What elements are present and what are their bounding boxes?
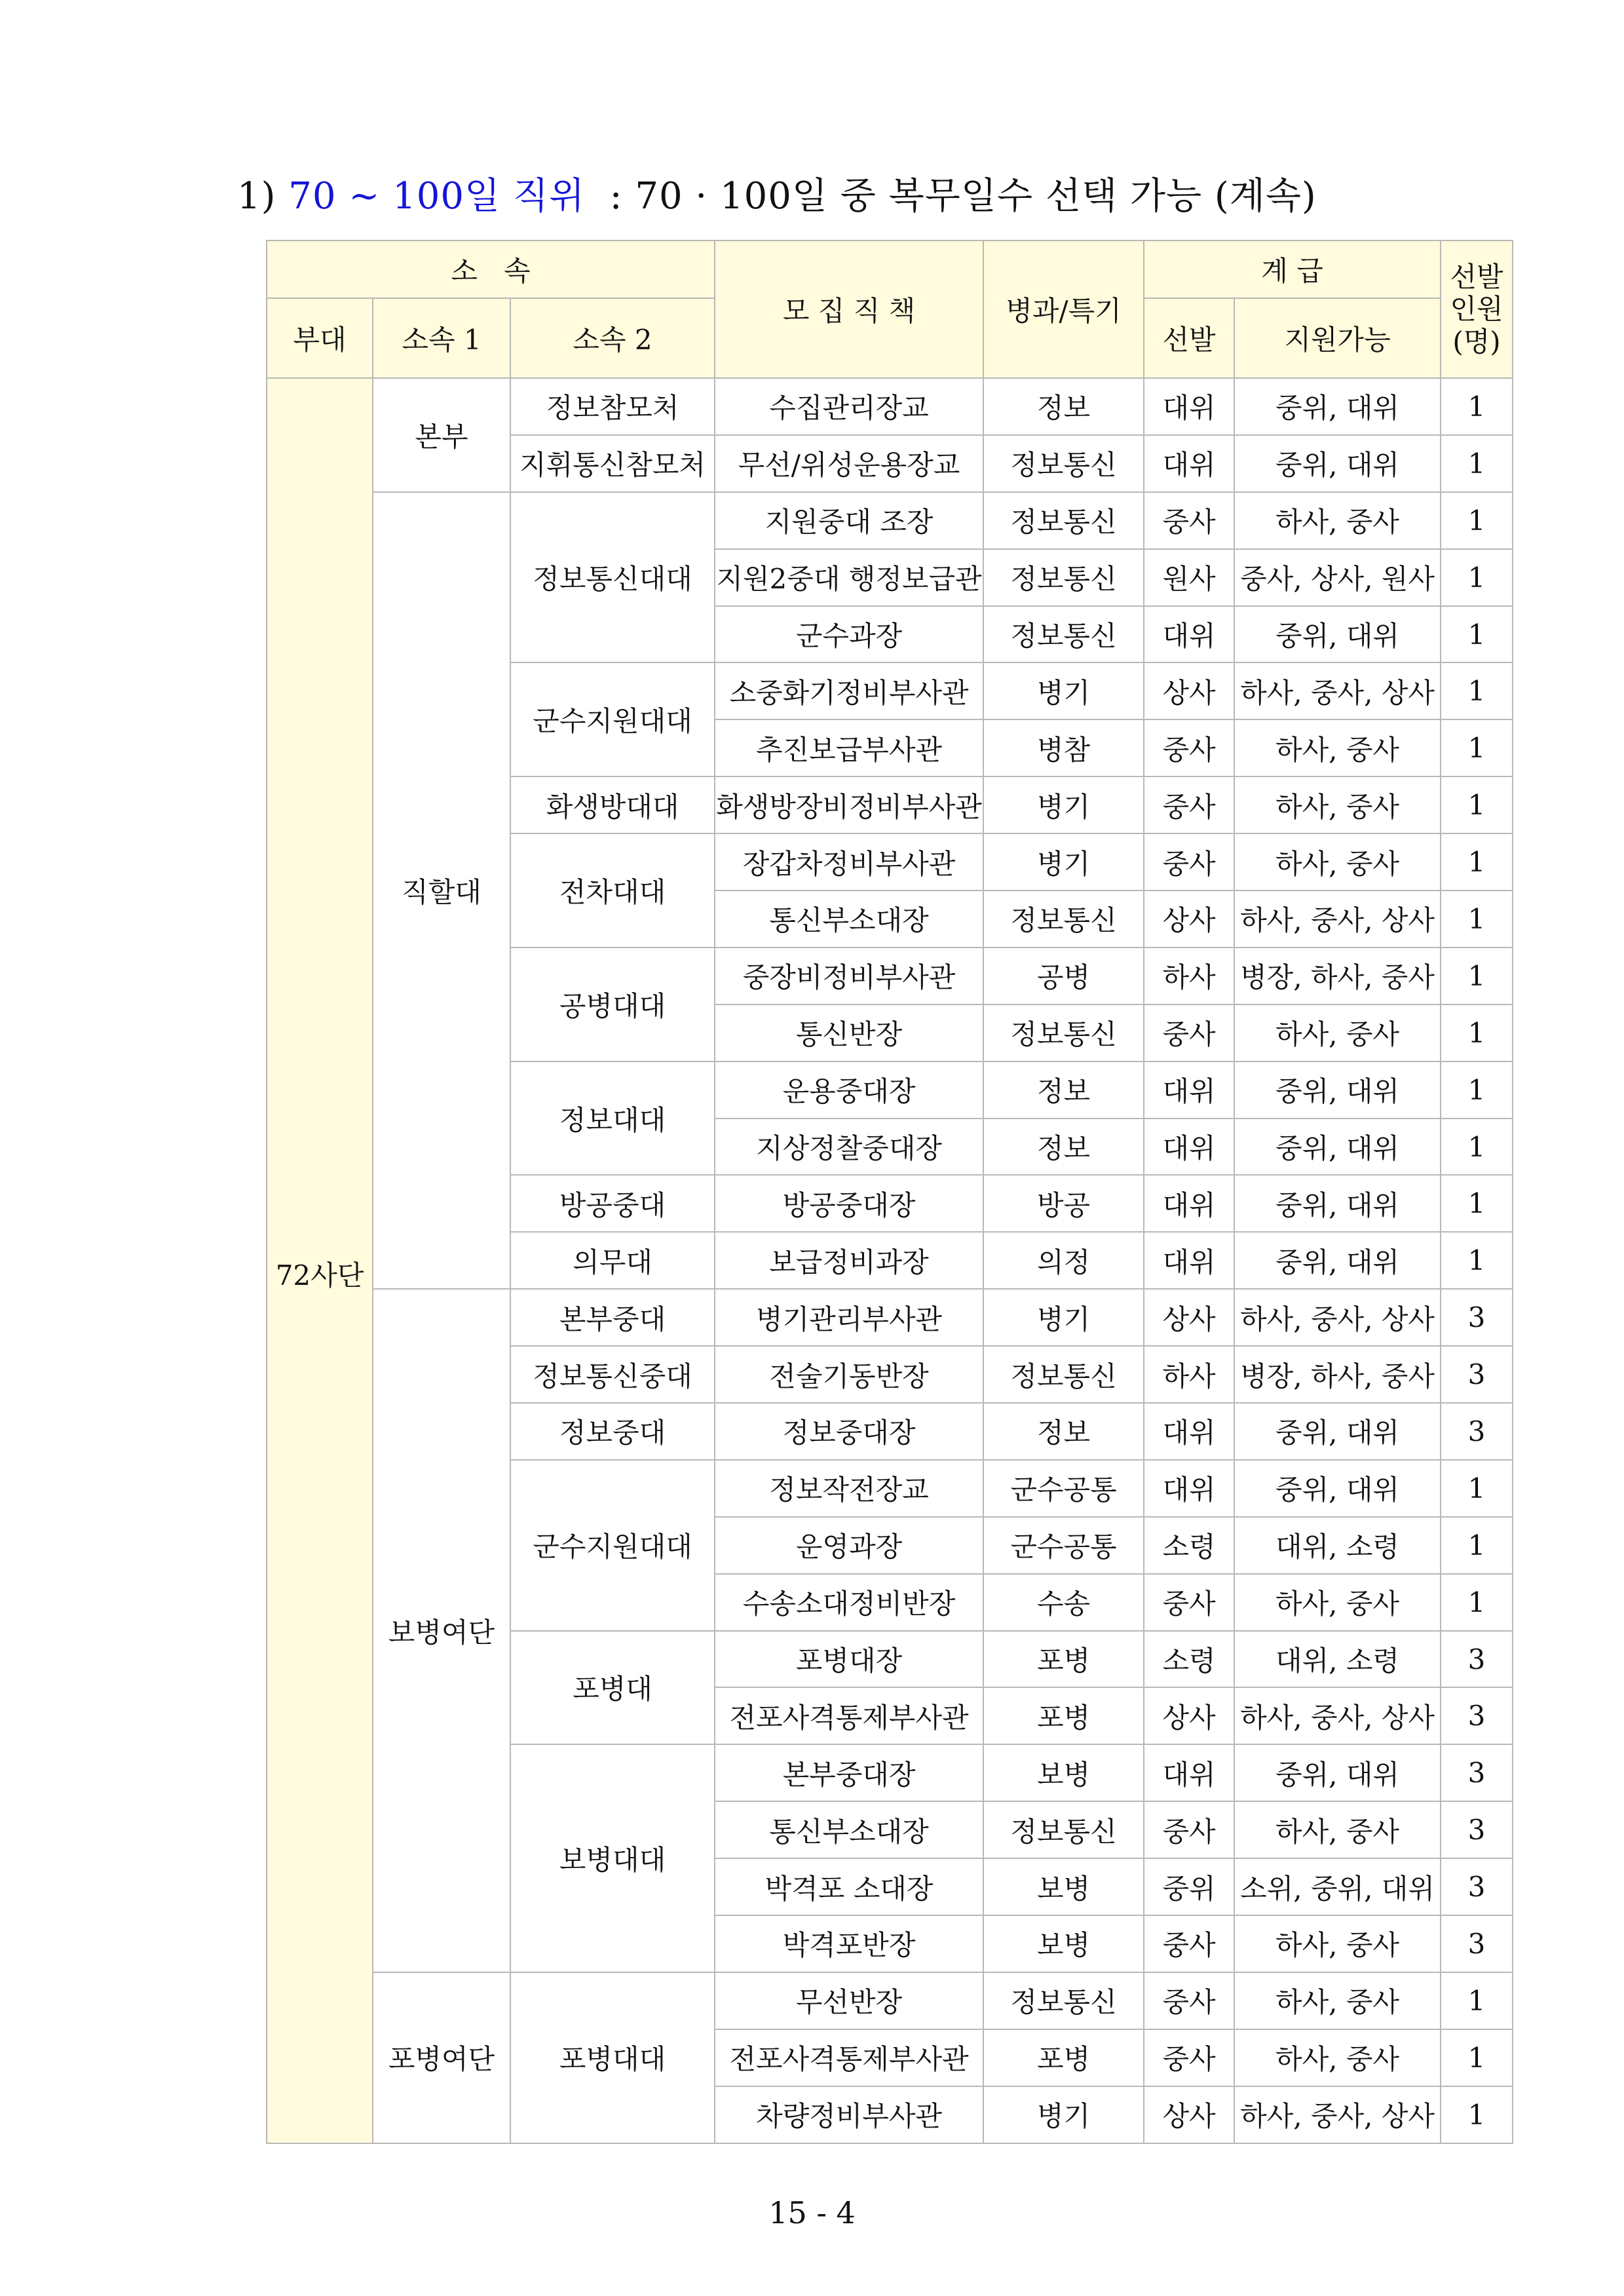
sub2-cell: 화생방대대 xyxy=(510,776,715,833)
rank-eligible-cell: 하사, 중사 xyxy=(1234,1801,1441,1858)
rank-select-cell: 소령 xyxy=(1144,1631,1234,1688)
rank-select-cell: 대위 xyxy=(1144,1119,1234,1176)
rank-eligible-cell: 하사, 중사, 상사 xyxy=(1234,662,1441,719)
header-position: 모 집 직 책 xyxy=(715,240,983,378)
branch-cell: 정보통신 xyxy=(983,435,1144,492)
rank-select-cell: 대위 xyxy=(1144,1175,1234,1232)
branch-cell: 정보통신 xyxy=(983,1346,1144,1403)
count-cell: 1 xyxy=(1441,662,1513,719)
header-branch: 병과/특기 xyxy=(983,240,1144,378)
branch-cell: 보병 xyxy=(983,1744,1144,1801)
count-cell: 1 xyxy=(1441,1232,1513,1289)
branch-cell: 포병 xyxy=(983,2029,1144,2086)
rank-eligible-cell: 하사, 중사 xyxy=(1234,1972,1441,2029)
count-cell: 1 xyxy=(1441,1972,1513,2029)
position-cell: 차량정비부사관 xyxy=(715,2086,983,2143)
rank-eligible-cell: 중위, 대위 xyxy=(1234,1744,1441,1801)
count-cell: 3 xyxy=(1441,1744,1513,1801)
sub2-cell: 군수지원대대 xyxy=(510,662,715,776)
rank-select-cell: 대위 xyxy=(1144,435,1234,492)
position-cell: 지상정찰중대장 xyxy=(715,1119,983,1176)
sub1-cell: 본부 xyxy=(373,378,510,492)
rank-eligible-cell: 하사, 중사 xyxy=(1234,492,1441,549)
count-cell: 3 xyxy=(1441,1289,1513,1346)
position-cell: 방공중대장 xyxy=(715,1175,983,1232)
sub2-cell: 공병대대 xyxy=(510,947,715,1062)
branch-cell: 정보통신 xyxy=(983,492,1144,549)
branch-cell: 병기 xyxy=(983,2086,1144,2143)
rank-eligible-cell: 하사, 중사 xyxy=(1234,2029,1441,2086)
branch-cell: 보병 xyxy=(983,1915,1144,1972)
branch-cell: 의정 xyxy=(983,1232,1144,1289)
count-cell: 1 xyxy=(1441,1175,1513,1232)
rank-eligible-cell: 중위, 대위 xyxy=(1234,1119,1441,1176)
rank-select-cell: 소령 xyxy=(1144,1517,1234,1574)
position-cell: 소중화기정비부사관 xyxy=(715,662,983,719)
header-sub1: 소속 1 xyxy=(373,298,510,378)
header-count-line1: 선발 xyxy=(1450,260,1503,293)
rank-select-cell: 중사 xyxy=(1144,1004,1234,1062)
position-cell: 지원중대 조장 xyxy=(715,492,983,549)
position-cell: 운용중대장 xyxy=(715,1062,983,1119)
rank-select-cell: 중사 xyxy=(1144,2029,1234,2086)
count-cell: 1 xyxy=(1441,1460,1513,1517)
sub2-cell: 의무대 xyxy=(510,1232,715,1289)
branch-cell: 포병 xyxy=(983,1631,1144,1688)
unit-cell: 72사단 xyxy=(267,378,373,2143)
rank-eligible-cell: 대위, 소령 xyxy=(1234,1517,1441,1574)
rank-eligible-cell: 하사, 중사 xyxy=(1234,1915,1441,1972)
position-cell: 통신부소대장 xyxy=(715,1801,983,1858)
branch-cell: 정보 xyxy=(983,1062,1144,1119)
count-cell: 1 xyxy=(1441,776,1513,833)
position-cell: 군수과장 xyxy=(715,606,983,663)
position-cell: 무선반장 xyxy=(715,1972,983,2029)
sub2-cell: 포병대 xyxy=(510,1631,715,1745)
position-cell: 수송소대정비반장 xyxy=(715,1574,983,1631)
sub2-cell: 보병대대 xyxy=(510,1744,715,1972)
branch-cell: 병참 xyxy=(983,719,1144,776)
rank-select-cell: 상사 xyxy=(1144,1687,1234,1744)
sub2-cell: 본부중대 xyxy=(510,1289,715,1346)
branch-cell: 병기 xyxy=(983,776,1144,833)
branch-cell: 정보통신 xyxy=(983,1972,1144,2029)
count-cell: 3 xyxy=(1441,1858,1513,1915)
header-rank-eligible: 지원가능 xyxy=(1234,298,1441,378)
rank-select-cell: 상사 xyxy=(1144,2086,1234,2143)
position-cell: 병기관리부사관 xyxy=(715,1289,983,1346)
rank-select-cell: 상사 xyxy=(1144,890,1234,947)
header-rank: 계 급 xyxy=(1144,240,1441,298)
position-cell: 통신부소대장 xyxy=(715,890,983,947)
rank-select-cell: 중사 xyxy=(1144,1801,1234,1858)
branch-cell: 군수공통 xyxy=(983,1517,1144,1574)
position-cell: 중장비정비부사관 xyxy=(715,947,983,1004)
branch-cell: 정보통신 xyxy=(983,1801,1144,1858)
count-cell: 3 xyxy=(1441,1915,1513,1972)
rank-eligible-cell: 중위, 대위 xyxy=(1234,1062,1441,1119)
rank-eligible-cell: 중위, 대위 xyxy=(1234,1460,1441,1517)
rank-select-cell: 하사 xyxy=(1144,947,1234,1004)
position-cell: 보급정비과장 xyxy=(715,1232,983,1289)
position-cell: 운영과장 xyxy=(715,1517,983,1574)
position-cell: 무선/위성운용장교 xyxy=(715,435,983,492)
header-count-line3: (명) xyxy=(1452,325,1501,358)
heading-number: 1) xyxy=(237,175,276,218)
rank-eligible-cell: 하사, 중사 xyxy=(1234,776,1441,833)
sub1-cell: 직할대 xyxy=(373,492,510,1289)
count-cell: 3 xyxy=(1441,1403,1513,1460)
rank-select-cell: 중사 xyxy=(1144,833,1234,890)
rank-eligible-cell: 중위, 대위 xyxy=(1234,1232,1441,1289)
rank-select-cell: 대위 xyxy=(1144,1403,1234,1460)
position-cell: 화생방장비정비부사관 xyxy=(715,776,983,833)
sub2-cell: 지휘통신참모처 xyxy=(510,435,715,492)
rank-select-cell: 대위 xyxy=(1144,1744,1234,1801)
table-row xyxy=(267,378,1513,435)
branch-cell: 정보 xyxy=(983,1403,1144,1460)
count-cell: 1 xyxy=(1441,435,1513,492)
rank-eligible-cell: 소위, 중위, 대위 xyxy=(1234,1858,1441,1915)
count-cell: 1 xyxy=(1441,1004,1513,1062)
branch-cell: 군수공통 xyxy=(983,1460,1144,1517)
count-cell: 1 xyxy=(1441,1517,1513,1574)
position-cell: 지원2중대 행정보급관 xyxy=(715,549,983,606)
rank-select-cell: 대위 xyxy=(1144,606,1234,663)
rank-eligible-cell: 중위, 대위 xyxy=(1234,435,1441,492)
heading-highlight: 70 ~ 100일 직위 xyxy=(288,175,586,218)
sub2-cell: 군수지원대대 xyxy=(510,1460,715,1631)
count-cell: 1 xyxy=(1441,1062,1513,1119)
position-cell: 박격포 소대장 xyxy=(715,1858,983,1915)
sub2-cell: 정보통신중대 xyxy=(510,1346,715,1403)
rank-eligible-cell: 병장, 하사, 중사 xyxy=(1234,1346,1441,1403)
header-count-line2: 인원 xyxy=(1450,293,1503,326)
header-sub2: 소속 2 xyxy=(510,298,715,378)
count-cell: 1 xyxy=(1441,378,1513,435)
position-cell: 본부중대장 xyxy=(715,1744,983,1801)
positions-table xyxy=(266,240,1513,2144)
sub2-cell: 정보대대 xyxy=(510,1062,715,1176)
sub2-cell: 정보중대 xyxy=(510,1403,715,1460)
header-unit: 부대 xyxy=(267,298,373,378)
branch-cell: 정보통신 xyxy=(983,890,1144,947)
count-cell: 1 xyxy=(1441,1574,1513,1631)
rank-select-cell: 대위 xyxy=(1144,1460,1234,1517)
sub2-cell: 전차대대 xyxy=(510,833,715,947)
rank-select-cell: 중위 xyxy=(1144,1858,1234,1915)
rank-eligible-cell: 중사, 상사, 원사 xyxy=(1234,549,1441,606)
rank-select-cell: 상사 xyxy=(1144,662,1234,719)
count-cell: 1 xyxy=(1441,2029,1513,2086)
rank-eligible-cell: 하사, 중사, 상사 xyxy=(1234,1687,1441,1744)
sub1-cell: 포병여단 xyxy=(373,1972,510,2143)
count-cell: 1 xyxy=(1441,719,1513,776)
rank-eligible-cell: 하사, 중사 xyxy=(1234,833,1441,890)
position-cell: 통신반장 xyxy=(715,1004,983,1062)
count-cell: 1 xyxy=(1441,2086,1513,2143)
position-cell: 정보중대장 xyxy=(715,1403,983,1460)
count-cell: 1 xyxy=(1441,1119,1513,1176)
position-cell: 정보작전장교 xyxy=(715,1460,983,1517)
branch-cell: 병기 xyxy=(983,1289,1144,1346)
rank-select-cell: 중사 xyxy=(1144,1915,1234,1972)
position-cell: 수집관리장교 xyxy=(715,378,983,435)
count-cell: 1 xyxy=(1441,890,1513,947)
count-cell: 3 xyxy=(1441,1346,1513,1403)
branch-cell: 수송 xyxy=(983,1574,1144,1631)
header-count xyxy=(1441,240,1513,378)
branch-cell: 병기 xyxy=(983,662,1144,719)
rank-eligible-cell: 병장, 하사, 중사 xyxy=(1234,947,1441,1004)
rank-eligible-cell: 하사, 중사 xyxy=(1234,719,1441,776)
rank-eligible-cell: 하사, 중사, 상사 xyxy=(1234,890,1441,947)
position-cell: 박격포반장 xyxy=(715,1915,983,1972)
count-cell: 1 xyxy=(1441,606,1513,663)
count-cell: 1 xyxy=(1441,833,1513,890)
branch-cell: 병기 xyxy=(983,833,1144,890)
position-cell: 전포사격통제부사관 xyxy=(715,1687,983,1744)
position-cell: 장갑차정비부사관 xyxy=(715,833,983,890)
rank-select-cell: 대위 xyxy=(1144,378,1234,435)
rank-eligible-cell: 대위, 소령 xyxy=(1234,1631,1441,1688)
branch-cell: 정보통신 xyxy=(983,606,1144,663)
position-cell: 포병대장 xyxy=(715,1631,983,1688)
header-rank-select: 선발 xyxy=(1144,298,1234,378)
rank-select-cell: 하사 xyxy=(1144,1346,1234,1403)
rank-eligible-cell: 하사, 중사 xyxy=(1234,1004,1441,1062)
branch-cell: 정보통신 xyxy=(983,549,1144,606)
rank-eligible-cell: 중위, 대위 xyxy=(1234,1403,1441,1460)
count-cell: 1 xyxy=(1441,947,1513,1004)
count-cell: 1 xyxy=(1441,549,1513,606)
rank-eligible-cell: 하사, 중사, 상사 xyxy=(1234,1289,1441,1346)
rank-select-cell: 중사 xyxy=(1144,1972,1234,2029)
table-row xyxy=(267,1289,1513,1346)
rank-eligible-cell: 하사, 중사, 상사 xyxy=(1234,2086,1441,2143)
table-row xyxy=(267,492,1513,549)
position-cell: 전포사격통제부사관 xyxy=(715,2029,983,2086)
branch-cell: 정보 xyxy=(983,378,1144,435)
position-cell: 전술기동반장 xyxy=(715,1346,983,1403)
header-affiliation: 소 속 xyxy=(267,240,715,298)
section-heading xyxy=(237,167,1317,220)
page-number: 15 - 4 xyxy=(768,2195,856,2230)
rank-select-cell: 중사 xyxy=(1144,776,1234,833)
sub1-cell: 보병여단 xyxy=(373,1289,510,1972)
count-cell: 1 xyxy=(1441,492,1513,549)
rank-eligible-cell: 중위, 대위 xyxy=(1234,1175,1441,1232)
rank-select-cell: 중사 xyxy=(1144,492,1234,549)
rank-select-cell: 대위 xyxy=(1144,1232,1234,1289)
count-cell: 3 xyxy=(1441,1687,1513,1744)
heading-separator: : xyxy=(609,175,623,218)
count-cell: 3 xyxy=(1441,1801,1513,1858)
sub2-cell: 방공중대 xyxy=(510,1175,715,1232)
branch-cell: 방공 xyxy=(983,1175,1144,1232)
count-cell: 3 xyxy=(1441,1631,1513,1688)
branch-cell: 보병 xyxy=(983,1858,1144,1915)
branch-cell: 정보통신 xyxy=(983,1004,1144,1062)
rank-select-cell: 원사 xyxy=(1144,549,1234,606)
rank-eligible-cell: 하사, 중사 xyxy=(1234,1574,1441,1631)
rank-select-cell: 중사 xyxy=(1144,719,1234,776)
sub2-cell: 포병대대 xyxy=(510,1972,715,2143)
rank-eligible-cell: 중위, 대위 xyxy=(1234,378,1441,435)
heading-rest: 70 · 100일 중 복무일수 선택 가능 (계속) xyxy=(635,175,1317,218)
branch-cell: 포병 xyxy=(983,1687,1144,1744)
rank-select-cell: 상사 xyxy=(1144,1289,1234,1346)
rank-select-cell: 대위 xyxy=(1144,1062,1234,1119)
rank-eligible-cell: 중위, 대위 xyxy=(1234,606,1441,663)
table-row xyxy=(267,1972,1513,2029)
sub2-cell: 정보참모처 xyxy=(510,378,715,435)
rank-select-cell: 중사 xyxy=(1144,1574,1234,1631)
branch-cell: 공병 xyxy=(983,947,1144,1004)
sub2-cell: 정보통신대대 xyxy=(510,492,715,663)
position-cell: 추진보급부사관 xyxy=(715,719,983,776)
branch-cell: 정보 xyxy=(983,1119,1144,1176)
